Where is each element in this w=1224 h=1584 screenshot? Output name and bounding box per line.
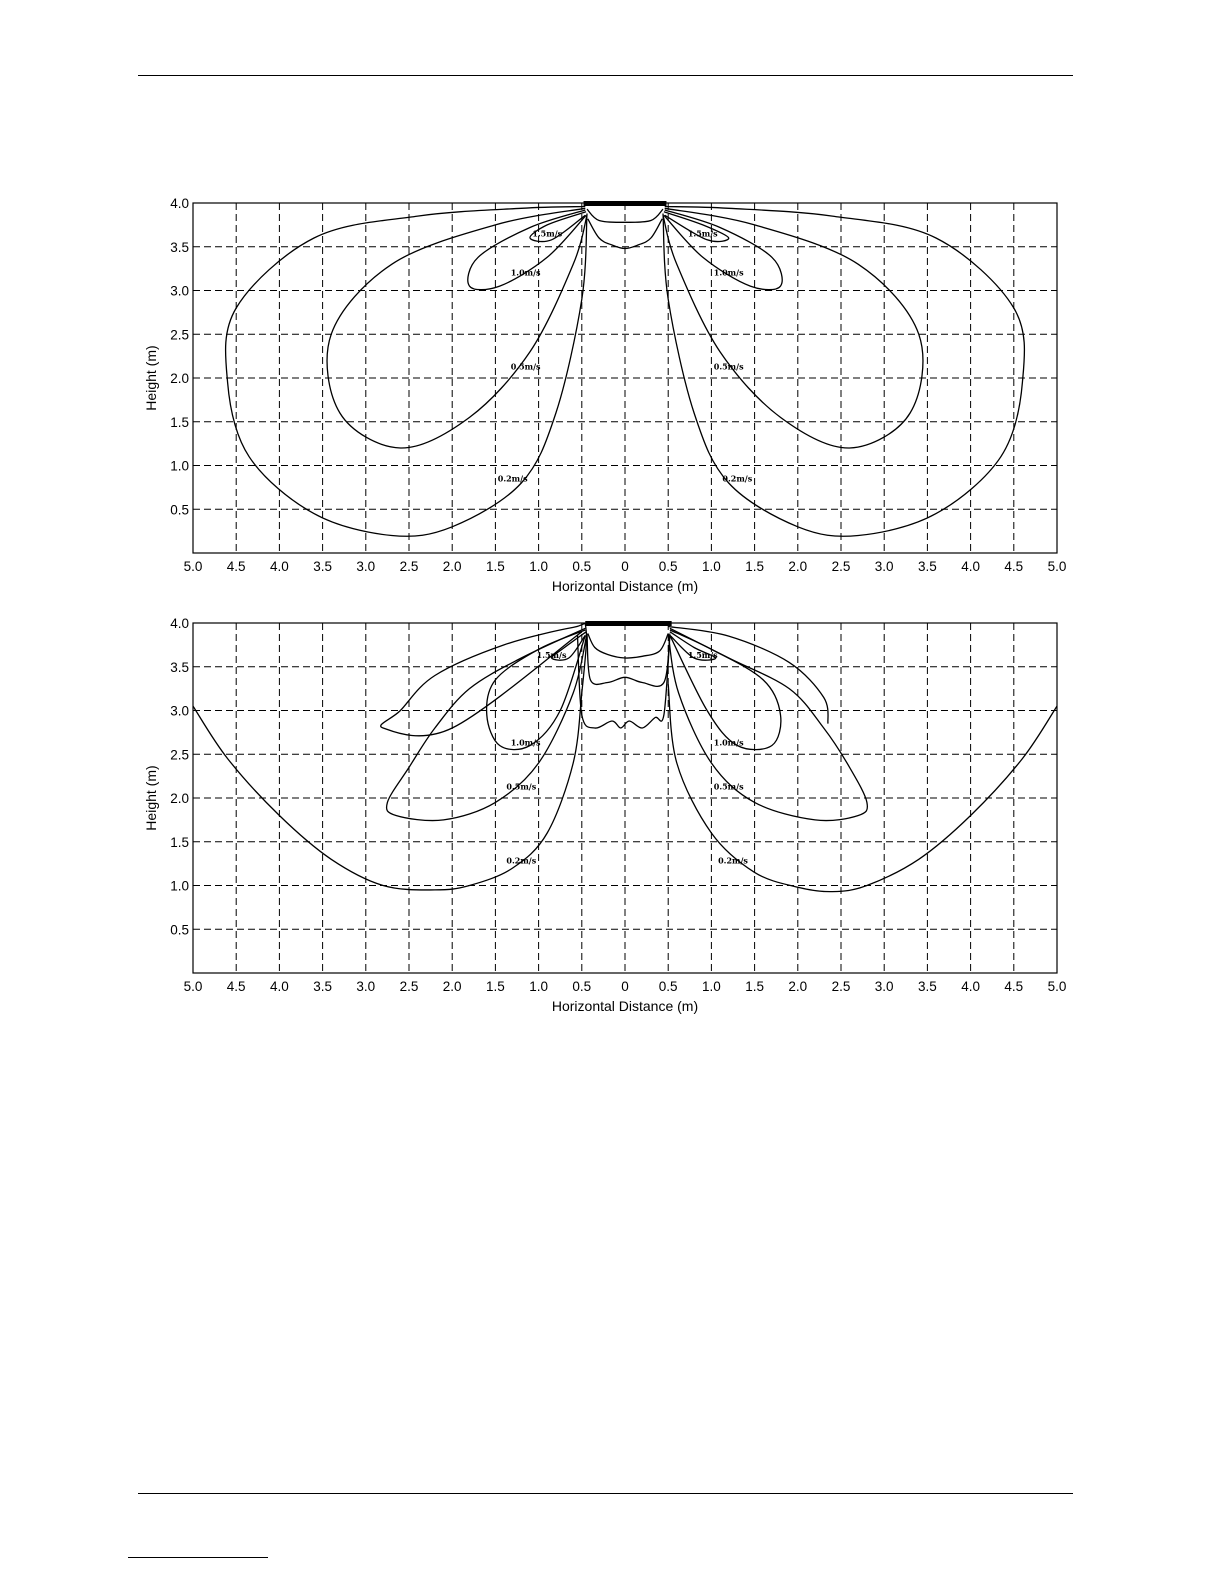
contour-line-6 bbox=[670, 630, 781, 750]
x-tick-label: 4.5 bbox=[1004, 979, 1024, 994]
x-tick-label: 4.5 bbox=[226, 559, 246, 574]
y-tick-label: 2.0 bbox=[170, 791, 189, 806]
x-tick-label: 1.5 bbox=[486, 559, 505, 574]
x-tick-label: 1.0 bbox=[529, 979, 548, 994]
y-tick-label: 1.0 bbox=[170, 878, 189, 894]
y-tick-label: 3.0 bbox=[170, 283, 189, 299]
x-tick-label: 3.0 bbox=[356, 559, 376, 574]
contour-label: 1.5m/s bbox=[532, 228, 563, 239]
y-tick-label: 1.0 bbox=[170, 458, 189, 474]
x-tick-label: 3.5 bbox=[918, 979, 937, 994]
y-tick-label: 2.5 bbox=[170, 747, 189, 763]
contour-label: 1.0m/s bbox=[713, 737, 744, 748]
x-tick-label: 1.5 bbox=[745, 979, 764, 994]
x-tick-label: 4.0 bbox=[961, 559, 980, 574]
footer-rule bbox=[138, 1493, 1073, 1494]
contour-line-4 bbox=[468, 210, 586, 290]
x-tick-label: 3.5 bbox=[918, 559, 937, 574]
contour-line-9 bbox=[588, 634, 668, 659]
y-tick-label: 2.0 bbox=[170, 371, 189, 386]
x-tick-label: 3.5 bbox=[313, 979, 332, 994]
y-tick-label: 3.0 bbox=[170, 703, 189, 719]
header-rule bbox=[138, 75, 1073, 76]
x-tick-label: 2.5 bbox=[399, 559, 419, 574]
x-tick-label: 3.0 bbox=[356, 979, 376, 994]
x-tick-label: 5.0 bbox=[1047, 559, 1067, 574]
y-tick-label: 2.5 bbox=[170, 327, 189, 343]
x-tick-label: 2.0 bbox=[442, 979, 462, 994]
x-tick-label: 0.5 bbox=[572, 979, 592, 994]
x-tick-label: 0.5 bbox=[658, 559, 678, 574]
contour-label: 0.5m/s bbox=[713, 781, 744, 792]
contour-label: 0.5m/s bbox=[506, 781, 537, 792]
contour-label: 0.2m/s bbox=[718, 855, 748, 866]
contour-label: 1.0m/s bbox=[713, 267, 744, 278]
contour-label: 1.5m/s bbox=[536, 650, 567, 660]
contour-line-5 bbox=[664, 210, 782, 290]
contour-line-0 bbox=[193, 624, 586, 890]
x-tick-label: 2.0 bbox=[442, 559, 462, 574]
contour-line-8 bbox=[588, 219, 662, 249]
y-tick-label: 4.0 bbox=[170, 196, 189, 211]
contour-label: 0.2m/s bbox=[497, 473, 528, 484]
x-tick-label: 5.0 bbox=[183, 559, 203, 574]
contour-line-5 bbox=[487, 630, 586, 750]
contour-label: 1.0m/s bbox=[510, 267, 541, 278]
x-tick-label: 5.0 bbox=[183, 979, 203, 994]
diffuser-bar bbox=[585, 621, 671, 626]
y-tick-label: 0.5 bbox=[170, 502, 189, 518]
x-tick-label: 0.5 bbox=[572, 559, 592, 574]
x-tick-label: 4.5 bbox=[1004, 559, 1024, 574]
x-tick-label: 0 bbox=[621, 559, 629, 574]
y-tick-label: 3.5 bbox=[170, 239, 189, 255]
contour-line-10 bbox=[587, 634, 670, 687]
x-tick-label: 4.5 bbox=[226, 979, 246, 994]
velocity-contour-chart-top bbox=[0, 185, 1224, 600]
contour-label: 0.5m/s bbox=[713, 361, 744, 372]
x-tick-label: 1.5 bbox=[486, 979, 505, 994]
x-tick-label: 0.5 bbox=[658, 979, 678, 994]
x-tick-label: 1.5 bbox=[745, 559, 764, 574]
contour-label: 0.5m/s bbox=[510, 361, 541, 372]
x-axis-title: Horizontal Distance (m) bbox=[551, 578, 699, 594]
x-tick-label: 1.0 bbox=[702, 979, 721, 994]
x-tick-label: 2.5 bbox=[831, 559, 851, 574]
velocity-contour-chart-bottom bbox=[0, 605, 1224, 1020]
y-tick-label: 0.5 bbox=[170, 922, 189, 938]
contour-label: 0.2m/s bbox=[722, 473, 753, 484]
x-tick-label: 4.0 bbox=[961, 979, 980, 994]
x-tick-label: 2.0 bbox=[788, 559, 808, 574]
y-axis-title: Height (m) bbox=[143, 345, 159, 411]
x-tick-label: 2.5 bbox=[399, 979, 419, 994]
y-tick-label: 3.5 bbox=[170, 659, 189, 675]
x-tick-label: 1.0 bbox=[529, 559, 548, 574]
x-tick-label: 5.0 bbox=[1047, 979, 1067, 994]
y-axis-title: Height (m) bbox=[143, 765, 159, 831]
x-tick-label: 2.5 bbox=[831, 979, 851, 994]
x-tick-label: 1.0 bbox=[702, 559, 721, 574]
contour-label: 1.5m/s bbox=[687, 650, 718, 660]
contour-label: 1.0m/s bbox=[510, 737, 541, 748]
diffuser-bar bbox=[584, 201, 667, 206]
x-tick-label: 3.0 bbox=[874, 559, 894, 574]
x-tick-label: 0 bbox=[621, 979, 629, 994]
footnote-rule bbox=[128, 1557, 268, 1558]
y-tick-label: 1.5 bbox=[170, 414, 189, 430]
x-tick-label: 3.5 bbox=[313, 559, 332, 574]
x-tick-label: 2.0 bbox=[788, 979, 808, 994]
x-tick-label: 3.0 bbox=[874, 979, 894, 994]
x-tick-label: 4.0 bbox=[270, 559, 289, 574]
contour-label: 0.2m/s bbox=[506, 855, 537, 866]
contour-label: 1.5m/s bbox=[687, 228, 718, 239]
y-tick-label: 4.0 bbox=[170, 616, 189, 631]
y-tick-label: 1.5 bbox=[170, 834, 189, 850]
contour-line-2 bbox=[668, 627, 828, 724]
x-axis-title: Horizontal Distance (m) bbox=[551, 998, 699, 1014]
x-tick-label: 4.0 bbox=[270, 979, 289, 994]
